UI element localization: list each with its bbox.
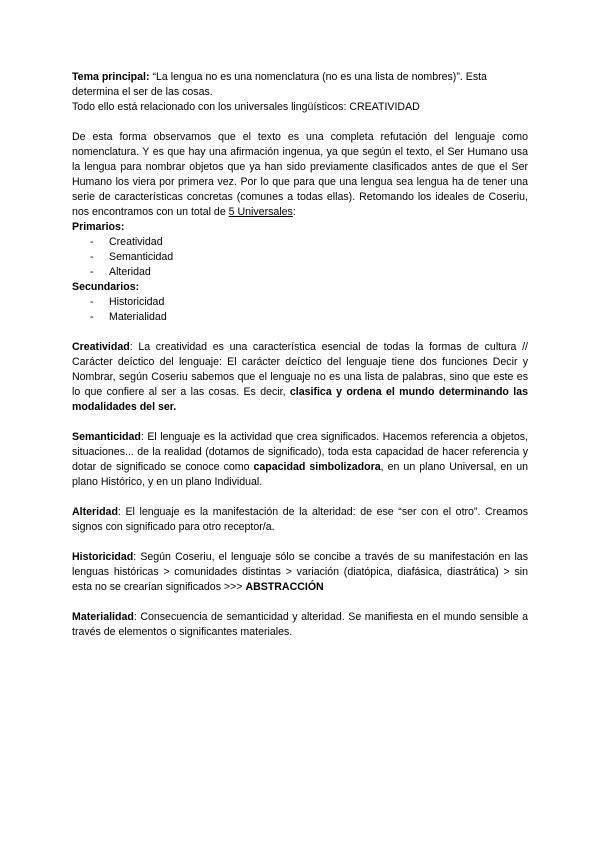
primarios-label: Primarios: bbox=[72, 221, 125, 233]
semanticidad-paragraph bbox=[72, 430, 528, 490]
tema-principal-text: “La lengua no es una nomenclatura (no es una lista de nombres)”. Esta determina el ser de las cosas. bbox=[72, 71, 487, 98]
relacion-universales-line: Todo ello está relacionado con los universales lingüísticos: CREATIVIDAD bbox=[72, 101, 420, 113]
spacer bbox=[72, 535, 528, 550]
tema-principal-paragraph bbox=[72, 70, 528, 100]
dash-bullet: - bbox=[90, 296, 94, 308]
alteridad-term: Alteridad bbox=[72, 506, 118, 518]
spacer bbox=[72, 490, 528, 505]
materialidad-text: : Consecuencia de semanticidad y alteridad. Se manifiesta en el mundo sensible a través de elementos o significantes materiales. bbox=[72, 611, 528, 638]
list-item bbox=[72, 250, 528, 265]
semanticidad-bold: capacidad simbolizadora bbox=[253, 461, 381, 473]
list-item bbox=[72, 310, 528, 325]
creatividad-text: : La creatividad es una característica esencial de todas la formas de cultura // Carácter deíctico del lenguaje: El carácter deíctico del lenguaje tiene dos funciones Decir y Nombrar, según Coseriu sabemos que el lenguaje no es una lista de palabras, sino que este es lo que confiere al ser a las cosas. Es decir, bbox=[72, 341, 528, 398]
refutacion-colon: : bbox=[292, 206, 296, 218]
universales-link: 5 Universales bbox=[228, 206, 293, 218]
primarios-heading bbox=[72, 220, 528, 235]
materialidad-term: Materialidad bbox=[72, 611, 134, 623]
semanticidad-after: , en un plano Universal, en un plano Histórico, y en un plano Individual. bbox=[72, 461, 528, 488]
list-item bbox=[72, 295, 528, 310]
refutacion-paragraph bbox=[72, 130, 528, 220]
refutacion-text: De esta forma observamos que el texto es una completa refutación del lenguaje como nomenclatura. Y es que hay una afirmación ingenua, ya que según el texto, el Ser Humano usa la lengua para nombrar objetos que ya han sido previamente clasificados antes de que el Ser Humano los viera por primera vez. Por lo que para que una lengua sea lengua ha de tener una serie de características concretas (comunes a todas ellas). Retomando los ideales de Coseriu, nos encontramos con un total de bbox=[72, 131, 528, 218]
list-item bbox=[72, 235, 528, 250]
alteridad-paragraph bbox=[72, 505, 528, 535]
semanticidad-term: Semanticidad bbox=[72, 431, 141, 443]
dash-bullet: - bbox=[90, 311, 94, 323]
spacer bbox=[72, 325, 528, 340]
historicidad-bold: ABSTRACCIÓN bbox=[245, 581, 324, 593]
semanticidad-text: : El lenguaje es la actividad que crea significados. Hacemos referencia a objetos, situaciones... de la realidad (dotamos de significado), toda esta capacidad de hacer referencia y dotar de significado se conoce como bbox=[72, 431, 528, 473]
secundarios-list bbox=[72, 295, 528, 325]
dash-bullet: - bbox=[90, 236, 94, 248]
creatividad-bold: clasifica y ordena el mundo determinando las modalidades del ser. bbox=[72, 386, 528, 413]
list-item bbox=[72, 265, 528, 280]
tema-principal-label: Tema principal: bbox=[72, 71, 150, 83]
list-item-label: Historicidad bbox=[109, 296, 165, 308]
primarios-list bbox=[72, 235, 528, 280]
creatividad-paragraph bbox=[72, 340, 528, 415]
dash-bullet: - bbox=[90, 251, 94, 263]
historicidad-paragraph bbox=[72, 550, 528, 595]
list-item-label: Alteridad bbox=[109, 266, 151, 278]
spacer bbox=[72, 415, 528, 430]
document-page bbox=[72, 70, 528, 640]
historicidad-text: : Según Coseriu, el lenguaje sólo se concibe a través de su manifestación en las lenguas históricas > comunidades distintas > variación (diatópica, diafásica, diastrática) > sin esta no se crearían significados >>> bbox=[72, 551, 528, 593]
list-item-label: Materialidad bbox=[109, 311, 167, 323]
historicidad-term: Historicidad bbox=[72, 551, 134, 563]
alteridad-text: : El lenguaje es la manifestación de la alteridad: de ese “ser con el otro”. Creamos signos con significado para otro receptor/a. bbox=[72, 506, 528, 533]
spacer bbox=[72, 595, 528, 610]
dash-bullet: - bbox=[90, 266, 94, 278]
creatividad-term: Creatividad bbox=[72, 341, 130, 353]
secundarios-label: Secundarios: bbox=[72, 281, 140, 293]
spacer bbox=[72, 115, 528, 130]
secundarios-heading bbox=[72, 280, 528, 295]
list-item-label: Semanticidad bbox=[109, 251, 174, 263]
list-item-label: Creatividad bbox=[109, 236, 163, 248]
materialidad-paragraph bbox=[72, 610, 528, 640]
